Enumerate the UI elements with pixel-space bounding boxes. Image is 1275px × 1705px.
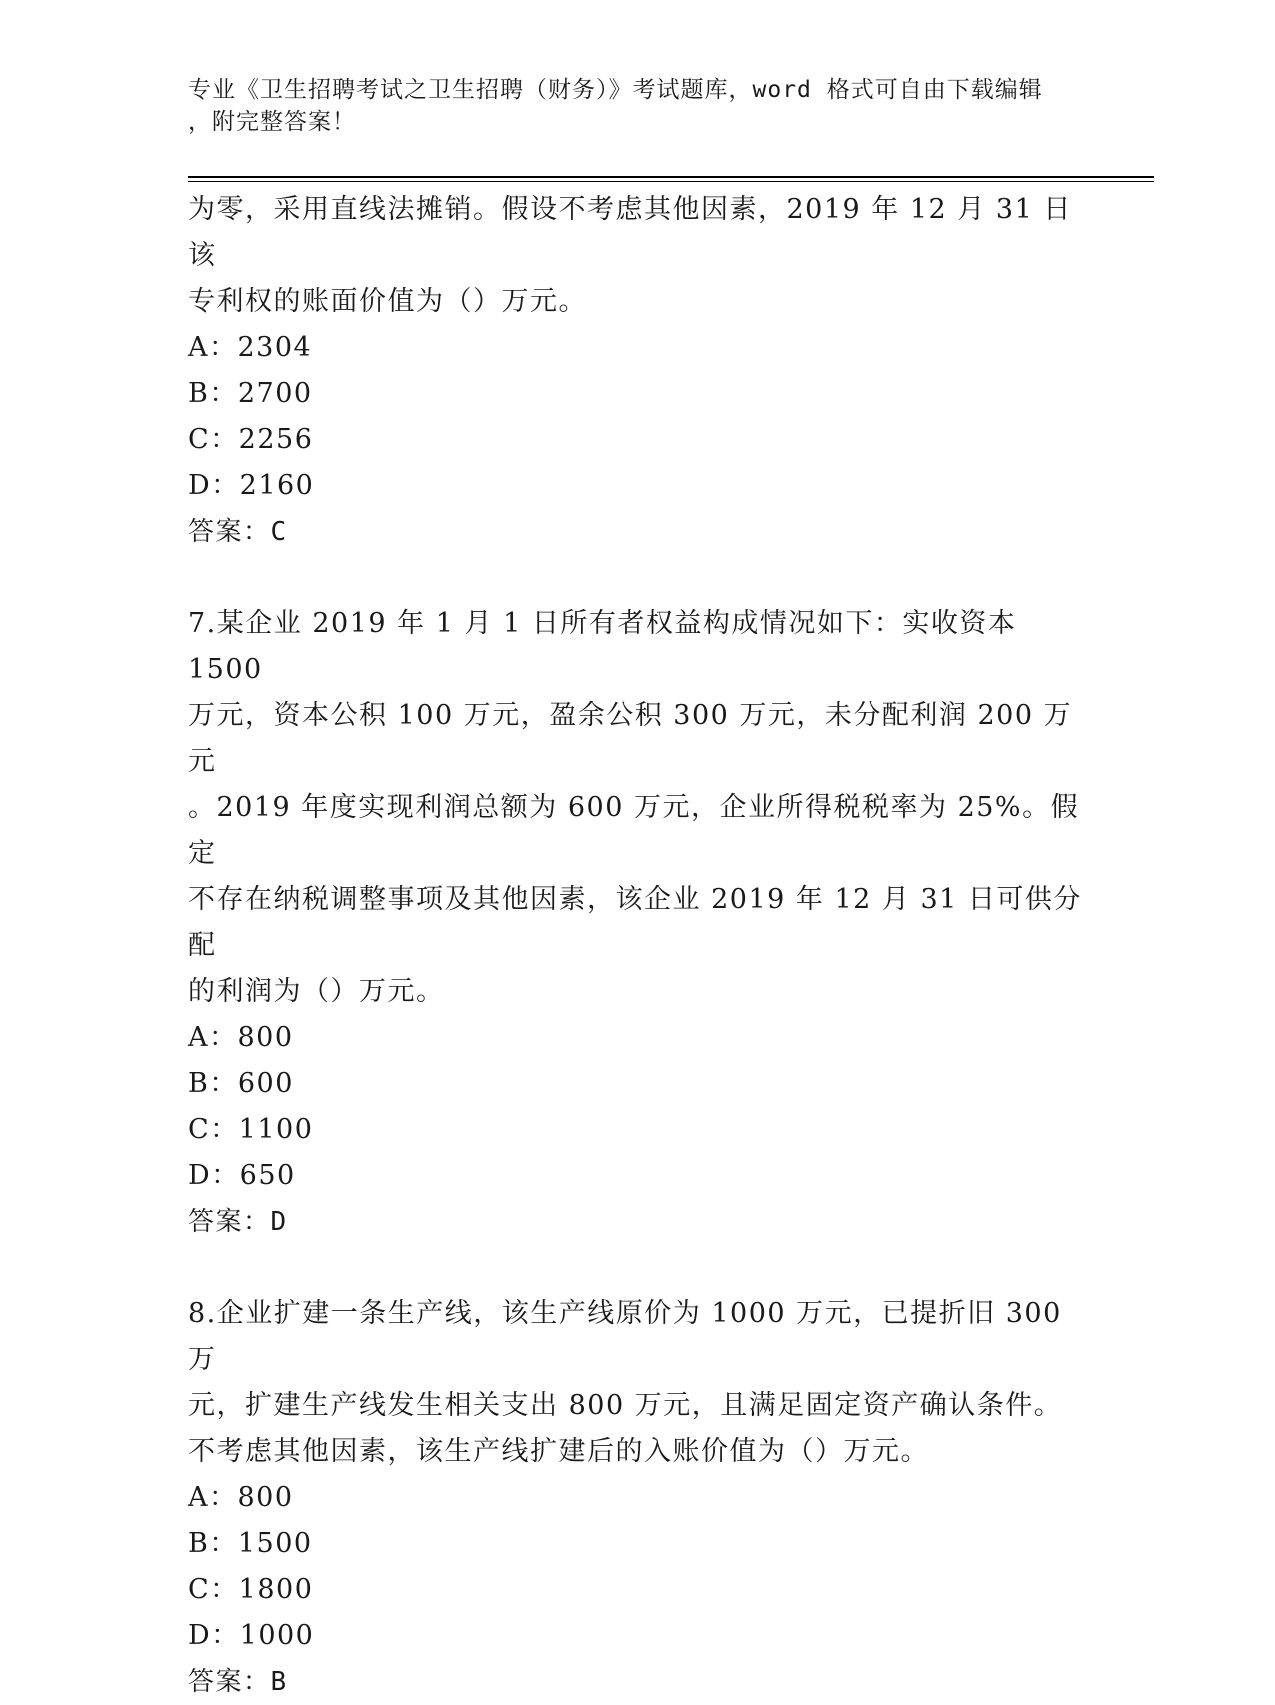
option-d: D：2160 (188, 470, 315, 501)
question-list (188, 187, 1088, 1705)
question-text-line: 的利润为（）万元。 (188, 976, 445, 1007)
option-b: B：600 (188, 1068, 294, 1099)
option-a: A：2304 (188, 332, 313, 363)
document-header (188, 74, 1068, 138)
question-text-line: 不考虑其他因素，该生产线扩建后的入账价值为（）万元。 (188, 1436, 929, 1467)
option-c: C：2256 (188, 424, 314, 455)
header-line-1: 专业《卫生招聘考试之卫生招聘（财务）》考试题库，word 格式可自由下载编辑 (188, 77, 1043, 103)
option-a: A：800 (188, 1482, 294, 1513)
question-text-line: 8.企业扩建一条生产线，该生产线原价为 1000 万元，已提折旧 300 万 (188, 1298, 1062, 1375)
question-text-line: 7.某企业 2019 年 1 月 1 日所有者权益构成情况如下：实收资本 1500 (188, 608, 1017, 685)
answer-line: 答案：B (188, 1667, 288, 1697)
option-b: B：1500 (188, 1528, 313, 1559)
option-c: C：1800 (188, 1574, 314, 1605)
question-text-line: 专利权的账面价值为（）万元。 (188, 286, 587, 317)
option-a: A：800 (188, 1022, 294, 1053)
question-text-line: 元，扩建生产线发生相关支出 800 万元，且满足固定资产确认条件。 (188, 1390, 1063, 1421)
question-text-line: 不存在纳税调整事项及其他因素，该企业 2019 年 12 月 31 日可供分配 (188, 884, 1082, 961)
question-text-line: 万元，资本公积 100 万元，盈余公积 300 万元，未分配利润 200 万元 (188, 700, 1073, 777)
question-8 (188, 1291, 1088, 1705)
question-text-line: 为零，采用直线法摊销。假设不考虑其他因素，2019 年 12 月 31 日该 (188, 194, 1072, 271)
header-divider-thin (188, 181, 1154, 182)
question-6-continued (188, 187, 1088, 555)
option-b: B：2700 (188, 378, 313, 409)
header-line-2: ，附完整答案！ (188, 109, 356, 135)
option-d: D：650 (188, 1160, 296, 1191)
question-7 (188, 601, 1088, 1245)
answer-line: 答案：D (188, 1207, 288, 1237)
header-divider-thick (188, 176, 1154, 178)
option-c: C：1100 (188, 1114, 314, 1145)
answer-line: 答案：C (188, 517, 288, 547)
option-d: D：1000 (188, 1620, 315, 1651)
question-text-line: 。2019 年度实现利润总额为 600 万元，企业所得税税率为 25%。假定 (188, 792, 1080, 869)
